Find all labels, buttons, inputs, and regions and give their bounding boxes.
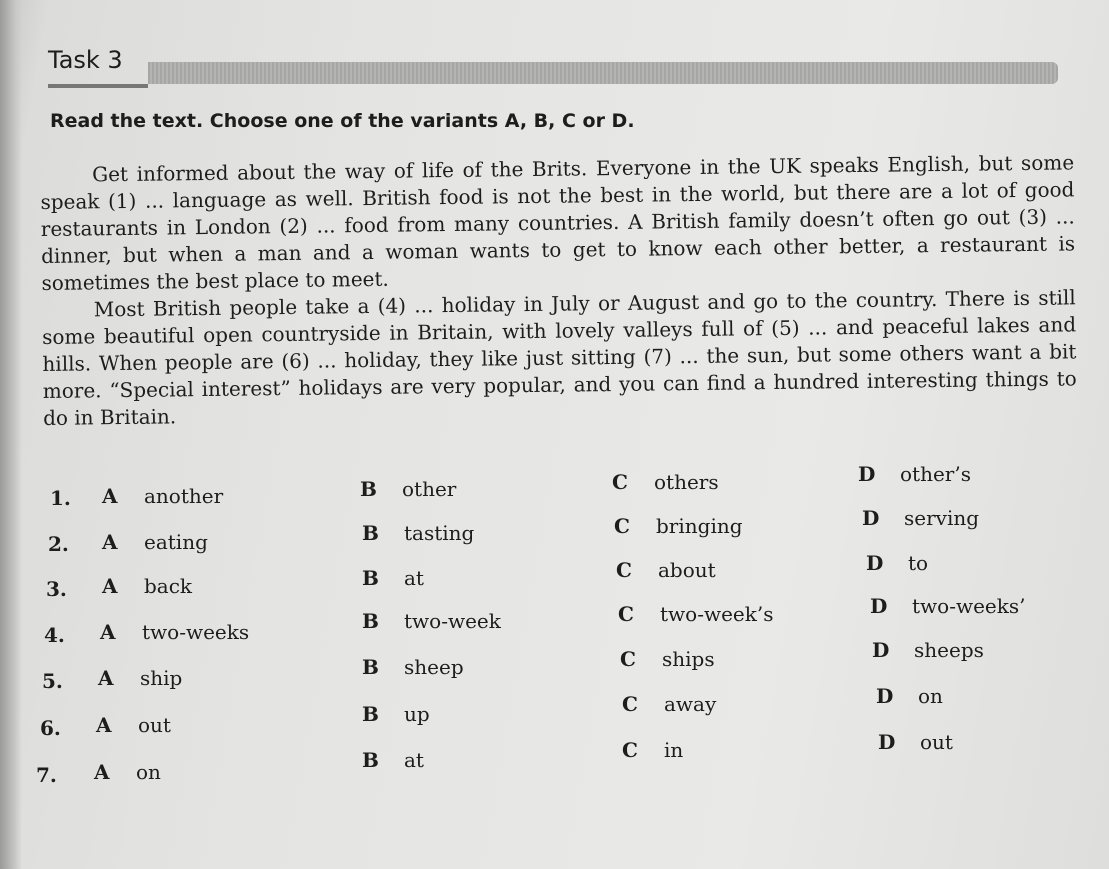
option-text: back xyxy=(144,574,193,598)
option-letter: B xyxy=(362,566,379,590)
option-text: eating xyxy=(144,530,208,554)
option-7d[interactable] xyxy=(878,730,953,754)
option-5b[interactable] xyxy=(362,655,464,679)
option-text: on xyxy=(918,684,943,708)
option-letter: B xyxy=(362,748,379,772)
option-text: serving xyxy=(904,506,980,530)
option-letter: A xyxy=(98,666,114,690)
option-1b[interactable] xyxy=(360,477,456,501)
option-text: out xyxy=(920,730,953,754)
option-text: to xyxy=(908,551,929,575)
option-1c[interactable] xyxy=(612,470,719,494)
option-letter: A xyxy=(102,574,118,598)
option-text: in xyxy=(664,738,684,762)
question-number: 1. xyxy=(50,486,71,510)
option-3a[interactable] xyxy=(102,574,192,598)
option-text: two-weeks’ xyxy=(912,594,1026,618)
question-number: 2. xyxy=(48,532,69,556)
option-letter: B xyxy=(362,702,379,726)
passage-paragraph-1: Get informed about the way of life of the Brits. Everyone in the UK speaks English, but some speak (1) ... language as well. British food is not the best in the world, but there are a lot of good restaurants in London (2) ... food from many countries. A British family doesn’t often go out (3) ... dinner, but when a man and a woman wants to get to know each other better, a restaurant is sometimes the best place to meet. xyxy=(40,150,1076,295)
passage-paragraph-2: Most British people take a (4) ... holiday in July or August and go to the country. There is still some beautiful open countryside in Britain, with lovely valleys full of (5) ... and peaceful lakes and hills. When people are (6) ... holiday, they like just sitting (7) ... the sun, but some others want a bit more. “Special interest” holidays are very popular, and you can find a hundred interesting things to do in Britain. xyxy=(41,285,1077,430)
question-number: 3. xyxy=(46,577,67,601)
option-5c[interactable] xyxy=(620,647,715,671)
option-letter: D xyxy=(876,684,894,708)
option-letter: A xyxy=(94,760,110,784)
question-number: 5. xyxy=(42,669,63,693)
option-3d[interactable] xyxy=(866,551,928,575)
option-letter: C xyxy=(622,738,638,762)
option-letter: A xyxy=(96,713,112,737)
option-letter: B xyxy=(362,655,379,679)
option-letter: C xyxy=(618,602,634,626)
option-7a[interactable] xyxy=(94,760,161,784)
option-6b[interactable] xyxy=(362,702,430,726)
option-text: tasting xyxy=(404,521,475,545)
option-letter: A xyxy=(100,620,116,644)
option-letter: C xyxy=(620,647,636,671)
option-letter: D xyxy=(862,506,880,530)
option-text: two-week xyxy=(404,609,501,633)
option-letter: C xyxy=(616,558,632,582)
question-number: 4. xyxy=(44,623,65,647)
option-letter: C xyxy=(614,514,630,538)
option-letter: D xyxy=(866,551,884,575)
option-text: at xyxy=(404,566,424,590)
option-letter: A xyxy=(102,484,118,508)
option-1d[interactable] xyxy=(858,462,971,486)
question-number: 7. xyxy=(36,763,57,787)
option-5a[interactable] xyxy=(98,666,182,690)
option-text: other’s xyxy=(900,462,971,486)
option-letter: D xyxy=(870,594,888,618)
option-2a[interactable] xyxy=(102,530,208,554)
option-1a[interactable] xyxy=(102,484,223,508)
option-7c[interactable] xyxy=(622,738,683,762)
option-text: ships xyxy=(662,647,715,671)
option-3c[interactable] xyxy=(616,558,716,582)
option-text: sheeps xyxy=(914,638,984,662)
option-text: out xyxy=(138,713,171,737)
option-2b[interactable] xyxy=(362,521,474,545)
option-4d[interactable] xyxy=(870,594,1026,618)
option-text: at xyxy=(404,748,424,772)
option-text: away xyxy=(664,692,717,716)
option-6a[interactable] xyxy=(96,713,171,737)
option-text: two-week’s xyxy=(660,602,774,626)
option-letter: B xyxy=(362,521,379,545)
option-3b[interactable] xyxy=(362,566,424,590)
option-text: other xyxy=(402,477,457,501)
option-6d[interactable] xyxy=(876,684,943,708)
option-4a[interactable] xyxy=(100,620,249,644)
option-letter: D xyxy=(878,730,896,754)
option-text: two-weeks xyxy=(142,620,250,644)
task-title: Task 3 xyxy=(48,46,123,74)
option-6c[interactable] xyxy=(622,692,716,716)
option-text: ship xyxy=(140,666,183,690)
option-letter: D xyxy=(872,638,890,662)
option-letter: C xyxy=(612,470,628,494)
option-5d[interactable] xyxy=(872,638,984,662)
option-text: others xyxy=(654,470,719,494)
option-4c[interactable] xyxy=(618,602,774,626)
option-letter: B xyxy=(360,477,377,501)
option-text: about xyxy=(658,558,716,582)
option-letter: D xyxy=(858,462,876,486)
option-7b[interactable] xyxy=(362,748,424,772)
option-letter: C xyxy=(622,692,638,716)
option-2c[interactable] xyxy=(614,514,743,538)
option-text: on xyxy=(136,760,161,784)
option-text: bringing xyxy=(656,514,743,538)
option-4b[interactable] xyxy=(362,609,501,633)
option-letter: A xyxy=(102,530,118,554)
option-text: up xyxy=(404,702,430,726)
option-letter: B xyxy=(362,609,379,633)
question-number: 6. xyxy=(40,716,61,740)
option-2d[interactable] xyxy=(862,506,979,530)
option-text: another xyxy=(144,484,224,508)
instruction-text: Read the text. Choose one of the variants A, B, C or D. xyxy=(50,110,635,132)
option-text: sheep xyxy=(404,655,464,679)
